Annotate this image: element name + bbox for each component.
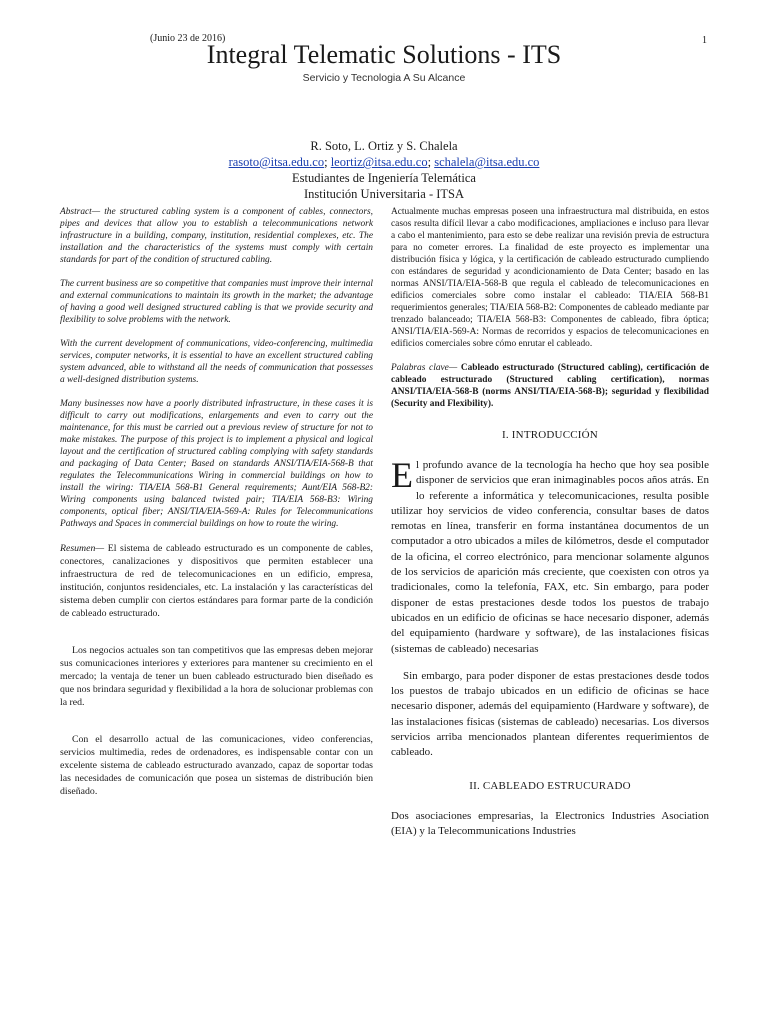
introduction-paragraph: Sin embargo, para poder disponer de estas prestaciones desde todos los puestos de trabajo ubicados en un edificio de oficinas se hace necesario disponer, además del equipamiento (Hardware y software), de las instalaciones físicas (sistemas de cableado) necesarias. Los diversos servicios arriba mencionados plantean diferentes requerimientos de cableado. bbox=[391, 669, 709, 759]
abstract-paragraph: Abstract— the structured cabling system is a component of cables, connectors, pipes and devices that allow you to establish a telecommunications network infrastructure in a building, company, institution, residential complexes, etc. The installation and the characteristics of the systems must comply with certain standards for part of the condition of structured cabling. bbox=[60, 207, 373, 265]
paper-title: Integral Telematic Solutions - ITS bbox=[206, 40, 562, 69]
right-column bbox=[391, 206, 709, 839]
author-emails: rasoto@itsa.edu.co; leortiz@itsa.edu.co; schalela@itsa.edu.co bbox=[228, 155, 540, 169]
abstract-label: Abstract— bbox=[60, 207, 101, 217]
left-column bbox=[60, 206, 373, 798]
resumen-label: Resumen— bbox=[60, 543, 105, 554]
drop-cap: E bbox=[391, 455, 413, 495]
paper-subtitle: Servicio y Tecnologia A Su Alcance bbox=[302, 72, 466, 84]
page-number: 1 bbox=[702, 35, 707, 46]
abstract-paragraph: With the current development of communications, video-conferencing, multimedia services, computer networks, it is essential to have an excellent structured cabling system advanced, able to withstand all the needs of communication that possesses a well-designed distribution systems. bbox=[60, 339, 373, 385]
author-institution: Institución Universitaria - ITSA bbox=[303, 187, 465, 201]
section-heading-introduccion: I. INTRODUCCIÓN bbox=[502, 429, 598, 441]
section2-paragraph: Dos asociaciones empresarias, la Electronics Industries Asociation (EIA) y la Telecommunications Industries bbox=[391, 809, 709, 837]
resumen-paragraph: Con el desarrollo actual de las comunicaciones, video conferencias, servicios multimedia, redes de ordenadores, es indispensable contar con un excelente sistema de cableado estructurado avanzado, capaz de soportar todas las necesidades de comunicación que posea un sistemas de distribución bien diseñado. bbox=[60, 734, 373, 797]
resumen-paragraph: Resumen— El sistema de cableado estructurado es un componente de cables, conectores, canalizaciones y dispositivos que permiten establecer una infraestructura de red de telecomunicaciones en un edificio, empresa, institución, conjuntos residenciales, etc. La instalación y las características del sistema deben cumplir con ciertos estándares para formar parte de la condición de cableado estructurado. bbox=[60, 543, 373, 619]
abstract-paragraph: Many businesses now have a poorly distributed infrastructure, in these cases it is difficult to carry out modifications, enlargements and even to carry out the maintenance, for this must be carried out a previous review of structure for not to make mistakes. The purpose of this project is to implement a physical and logical layout and the certification of structured cabling complying with safety standards and packaging of Data Center; Based on standards ANSI/TIA/EIA-568-B that regulates the Telecommunications Wiring in commercial buildings on how to install the wiring: TIA/EIA 568-B1 General requirements; Aunt/EIA 568-B2: Wiring components using balanced twisted pair; TIA/EIA 568-B3: Wiring components, optical fiber; ANSI/TIA/EIA-569-A: Rules for Telecommunications Pathways and Spaces in commercial buildings on how to route the wiring. bbox=[60, 399, 373, 529]
resumen-paragraph: Los negocios actuales son tan competitivos que las empresas deben mejorar sus comunicaciones interiores y exteriores para mantener su crecimiento en el mercado; la ventaja de tener un buen cableado estructurado bien diseñado es que nos brindara seguridad y flexibilidad a la hora de solucionar problemas con la red. bbox=[60, 645, 373, 708]
email-link[interactable]: rasoto@itsa.edu.co bbox=[228, 155, 325, 169]
keywords-text: Cableado estructurado (Structured cabling), certificación de cableado estructurado (Structured cabling certification), normas ANSI/TIA/EIA-568-B (norms ANSI/TIA/EIA-568-B); seguridad y flexibilidad (Security and Flexibility). bbox=[391, 363, 709, 409]
keywords-paragraph bbox=[391, 362, 709, 410]
author-department: Estudiantes de Ingeniería Telemática bbox=[292, 171, 476, 185]
abstract-paragraph: The current business are so competitive that companies must improve their internal and external communications to maintain its growth in the market; the advantage of having a good well designed structured cabling is that we provide security and flexibility to solve problems with the network. bbox=[60, 279, 373, 325]
intro-paragraph: Actualmente muchas empresas poseen una infraestructura mal distribuida, en estos casos resulta difícil llevar a cabo modificaciones, ampliaciones e incluso para llevar a cabo el mantenimiento, para esto se debe realizar una revisión previa de estructura para no cometer errores. La finalidad de este proyecto es implementar una distribución física y lógica, y la certificación de cableado estructurado cumpliendo con estándares de seguridad y acondicionamiento de Data Center; basado en las normas ANSI/TIA/EIA-568-B que regula el cableado de telecomunicaciones en edificios comerciales sobre como instalar el cableado: TIA/EIA 568-B1 requerimientos generales; TIA/EIA 568-B2: Componentes de cableado mediante par trenzado balanceado; TIA/EIA 568-B3: Componentes de cableado, fibra óptica; ANSI/TIA/EIA-569-A: Normas de recorridos y espacios de telecomunicaciones en edificios comerciales sobre cómo enrutar el cableado. bbox=[391, 207, 709, 349]
keywords-label: Palabras clave— bbox=[391, 363, 458, 373]
author-names: R. Soto, L. Ortiz y S. Chalela bbox=[310, 139, 458, 153]
email-link[interactable]: leortiz@itsa.edu.co bbox=[330, 155, 428, 169]
document-date: (Junio 23 de 2016) bbox=[150, 33, 226, 44]
introduction-paragraph: El profundo avance de la tecnología ha hecho que hoy sea posible disponer de servicios que eran inimaginables pocos años atrás. En lo referente a informática y telecomunicaciones, resulta posible utilizar hoy servicios de video conferencia, consultar bases de datos remotas en línea, transferir en forma instantánea documentos de un computador a otro ubicados a miles de kilómetros, desde el computador de la oficina, el correo electrónico, para mencionar solamente algunos de los servicios de aparición más creciente, que coexisten con otros ya tradicionales, como la telefonía, FAX, etc. Sin embargo, para poder disponer de estas prestaciones desde todos los puestos de trabajo ubicados en un edificio de oficinas se hace necesario disponer, además del equipamiento (hardware y software), de las instalaciones físicas (sistemas de cableado) necesarias bbox=[391, 455, 709, 655]
section-heading-cableado: II. CABLEADO ESTRUCURADO bbox=[469, 779, 631, 792]
email-link[interactable]: schalela@itsa.edu.co bbox=[434, 155, 540, 169]
